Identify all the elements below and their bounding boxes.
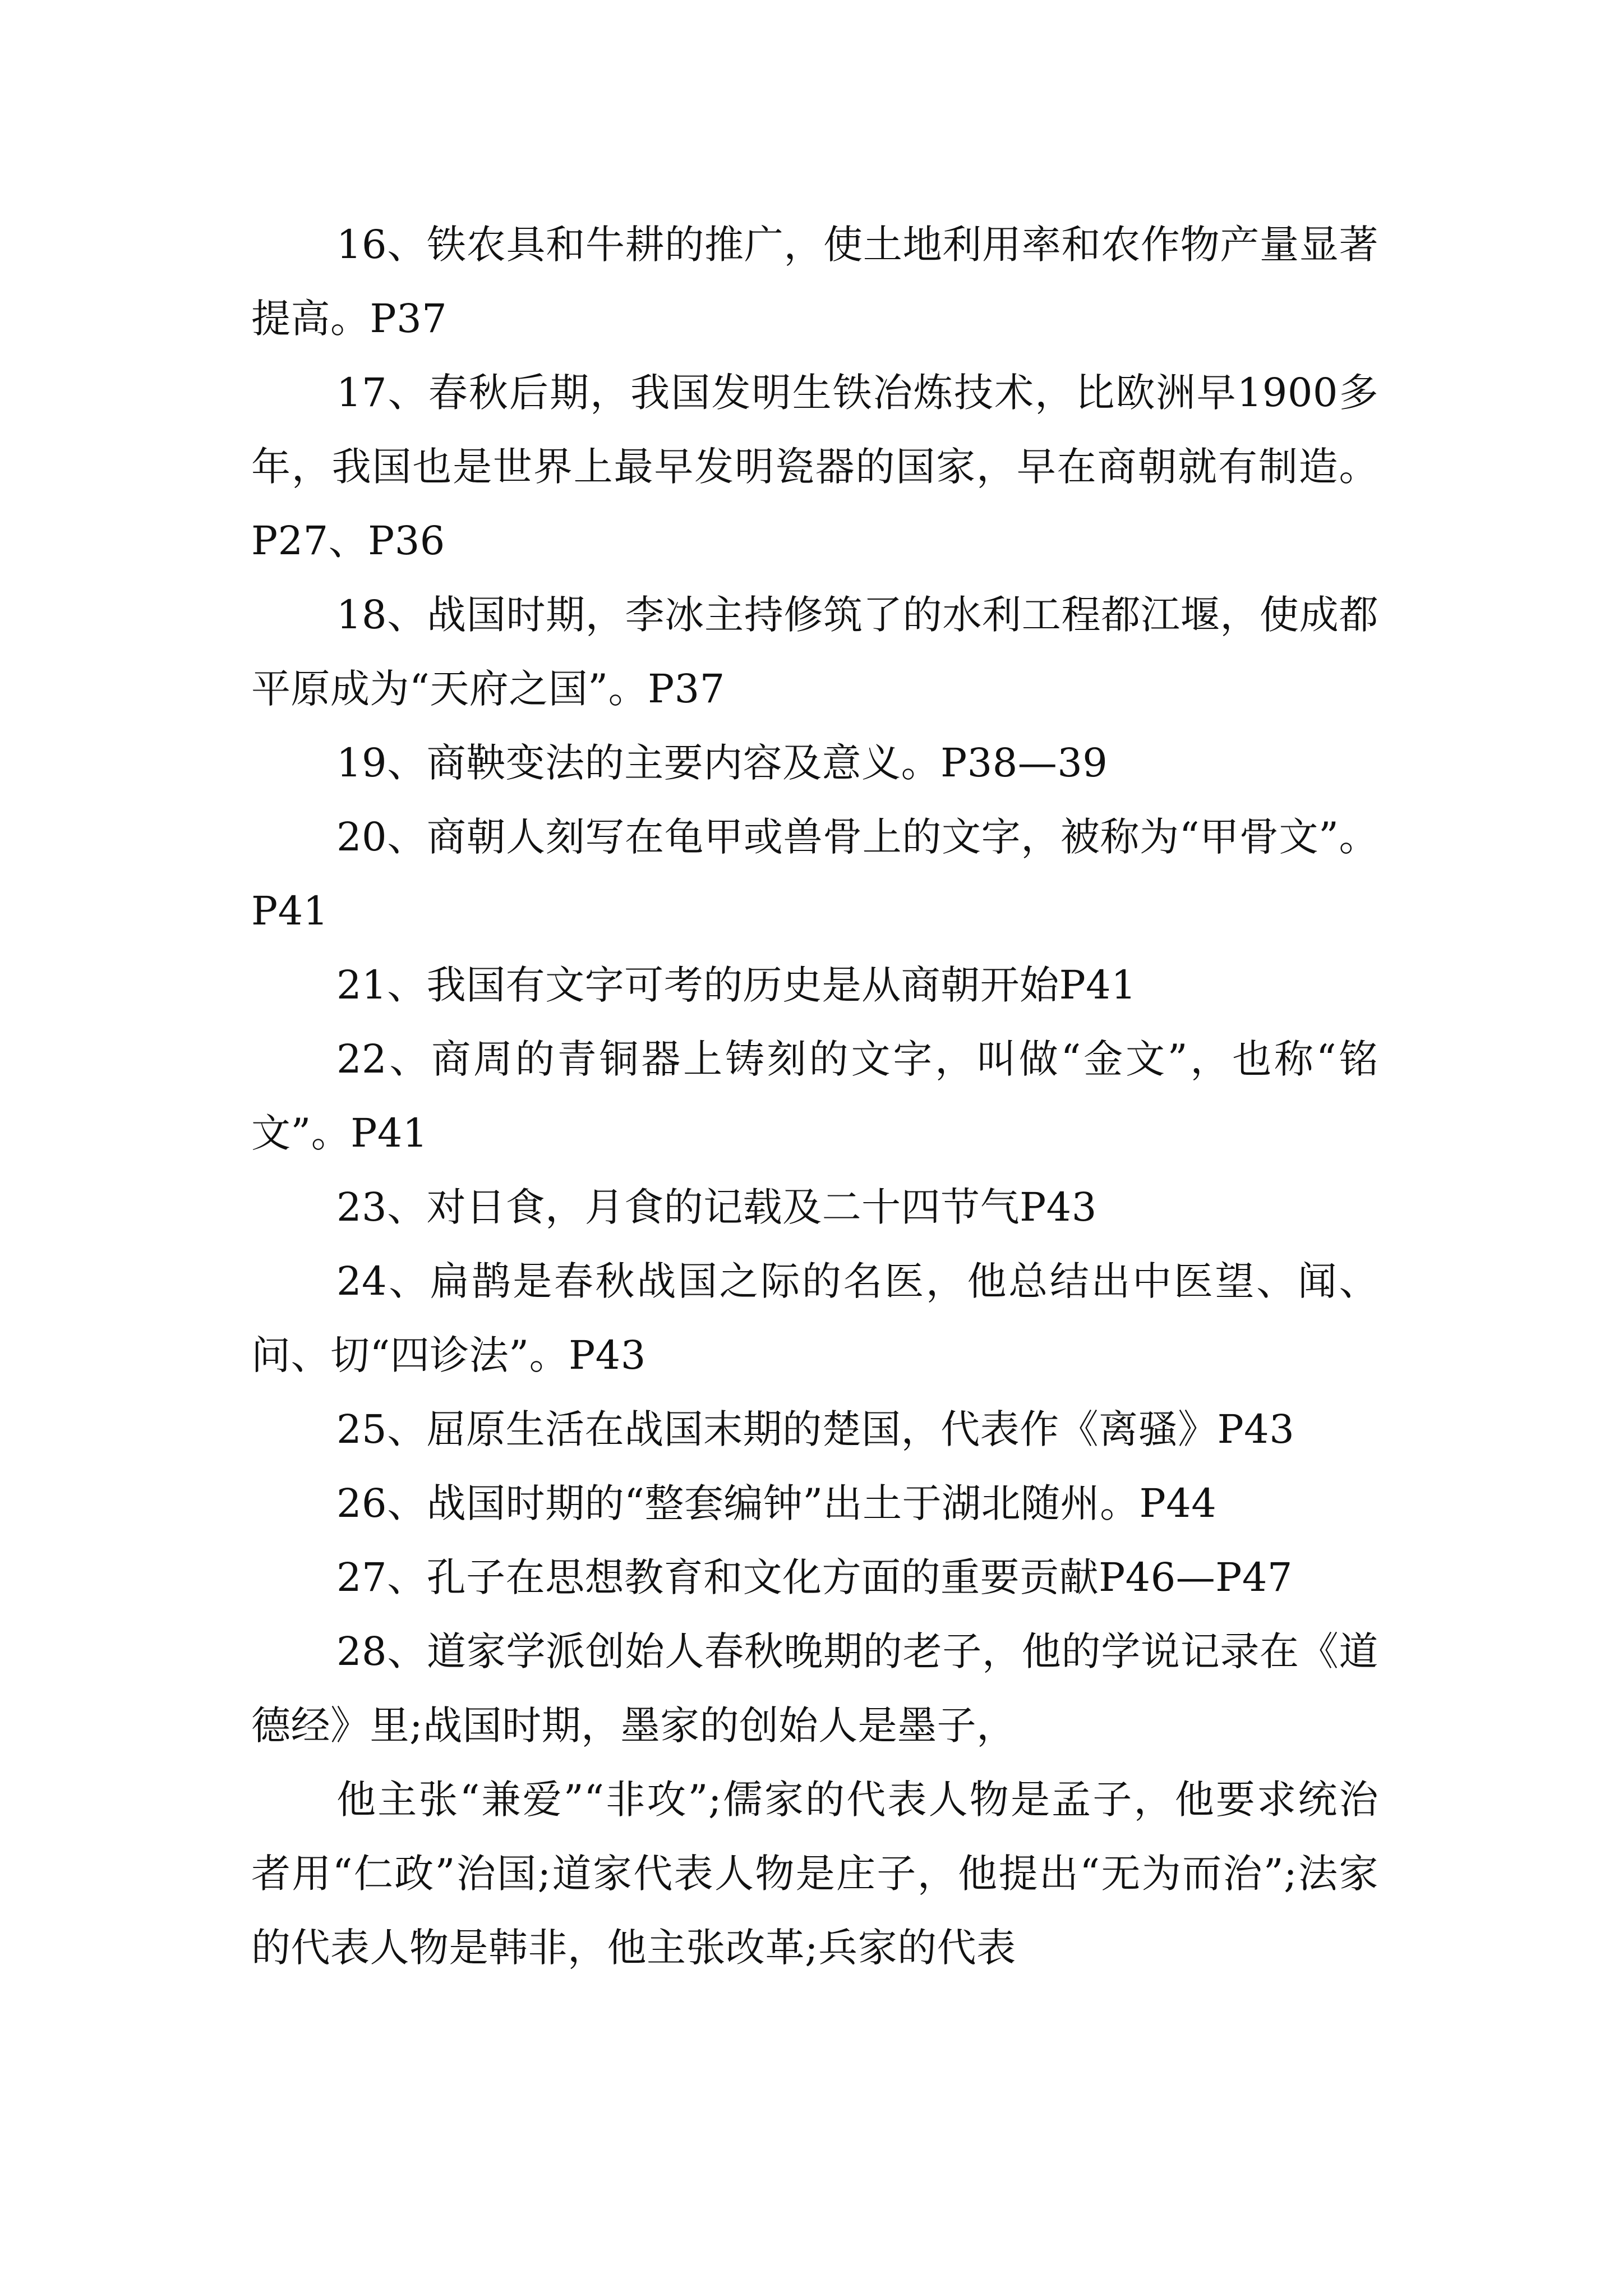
paragraph-28-continued: 他主张“兼爱”“非攻”;儒家的代表人物是孟子，他要求统治者用“仁政”治国;道家代表人物是庄子，他提出“无为而治”;法家的代表人物是韩非，他主张改革;兵家的代表 [251, 1777, 1378, 1971]
document-body [251, 208, 1378, 1985]
paragraph-25: 25、屈原生活在战国末期的楚国，代表作《离骚》P43 [336, 1406, 1295, 1452]
paragraph-26: 26、战国时期的“整套编钟”出土于湖北随州。P44 [336, 1480, 1217, 1526]
paragraph-27: 27、孔子在思想教育和文化方面的重要贡献P46—P47 [336, 1554, 1293, 1600]
paragraph-16: 16、铁农具和牛耕的推广，使土地利用率和农作物产量显著提高。P37 [251, 222, 1378, 342]
paragraph-28: 28、道家学派创始人春秋晚期的老子，他的学说记录在《道德经》里;战国时期，墨家的创始人是墨子， [251, 1628, 1378, 1749]
paragraph-21: 21、我国有文字可考的历史是从商朝开始P41 [336, 962, 1137, 1008]
paragraph-18: 18、战国时期，李冰主持修筑了的水利工程都江堰，使成都平原成为“天府之国”。P37 [251, 592, 1378, 712]
paragraph-23: 23、对日食，月食的记载及二十四节气P43 [336, 1184, 1097, 1230]
paragraph-17: 17、春秋后期，我国发明生铁冶炼技术，比欧洲早1900多年，我国也是世界上最早发明瓷器的国家，早在商朝就有制造。P27、P36 [251, 370, 1378, 564]
paragraph-19: 19、商鞅变法的主要内容及意义。P38—39 [336, 740, 1108, 786]
paragraph-20: 20、商朝人刻写在龟甲或兽骨上的文字，被称为“甲骨文”。P41 [251, 814, 1378, 934]
paragraph-22: 22、商周的青铜器上铸刻的文字，叫做“金文”，也称“铭文”。P41 [251, 1036, 1378, 1156]
paragraph-24: 24、扁鹊是春秋战国之际的名医，他总结出中医望、闻、问、切“四诊法”。P43 [251, 1258, 1378, 1378]
